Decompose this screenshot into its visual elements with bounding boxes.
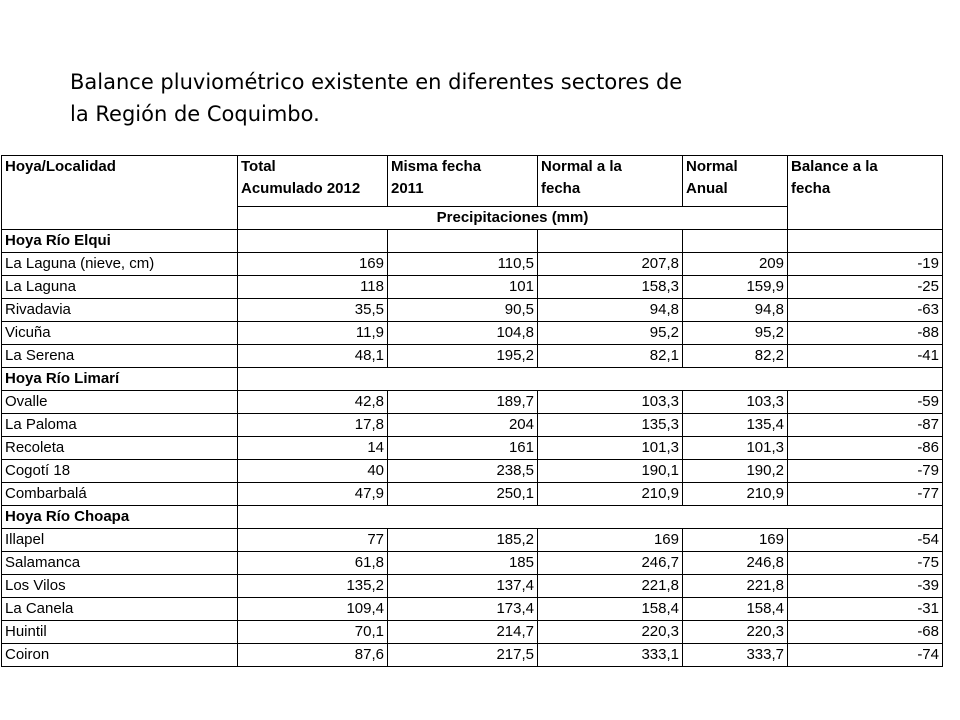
value-cell: 169 xyxy=(538,529,683,552)
value-cell: 61,8 xyxy=(238,552,388,575)
value-cell: 82,2 xyxy=(683,345,788,368)
value-cell: 190,2 xyxy=(683,460,788,483)
header-total-acumulado: Total Acumulado 2012 xyxy=(238,156,388,207)
title-line-2: la Región de Coquimbo. xyxy=(70,102,320,126)
table-row xyxy=(2,322,943,345)
value-cell: 103,3 xyxy=(683,391,788,414)
empty-cell xyxy=(538,230,683,253)
value-cell: 333,1 xyxy=(538,644,683,667)
value-cell: 169 xyxy=(683,529,788,552)
value-cell: -59 xyxy=(788,391,943,414)
group-row xyxy=(2,506,943,529)
value-cell: 169 xyxy=(238,253,388,276)
locality-cell: Huintil xyxy=(2,621,238,644)
value-cell: 158,4 xyxy=(683,598,788,621)
value-cell: -75 xyxy=(788,552,943,575)
header-misma-fecha: Misma fecha 2011 xyxy=(388,156,538,207)
locality-cell: La Laguna (nieve, cm) xyxy=(2,253,238,276)
value-cell: 14 xyxy=(238,437,388,460)
header-precipitaciones: Precipitaciones (mm) xyxy=(238,207,788,230)
value-cell: 110,5 xyxy=(388,253,538,276)
value-cell: 95,2 xyxy=(683,322,788,345)
value-cell: 214,7 xyxy=(388,621,538,644)
value-cell: -74 xyxy=(788,644,943,667)
value-cell: 220,3 xyxy=(538,621,683,644)
empty-cell xyxy=(238,230,388,253)
value-cell: -68 xyxy=(788,621,943,644)
value-cell: 17,8 xyxy=(238,414,388,437)
value-cell: 246,8 xyxy=(683,552,788,575)
locality-cell: La Laguna xyxy=(2,276,238,299)
table-row xyxy=(2,253,943,276)
locality-cell: Cogotí 18 xyxy=(2,460,238,483)
table-row xyxy=(2,529,943,552)
value-cell: 195,2 xyxy=(388,345,538,368)
value-cell: 135,4 xyxy=(683,414,788,437)
group-row xyxy=(2,368,943,391)
title-line-1: Balance pluviométrico existente en diferentes sectores de xyxy=(70,70,683,94)
value-cell: 173,4 xyxy=(388,598,538,621)
value-cell: 210,9 xyxy=(538,483,683,506)
value-cell: 207,8 xyxy=(538,253,683,276)
table-row xyxy=(2,460,943,483)
value-cell: 103,3 xyxy=(538,391,683,414)
value-cell: 246,7 xyxy=(538,552,683,575)
header-row xyxy=(2,156,943,207)
value-cell: 101,3 xyxy=(683,437,788,460)
table-row xyxy=(2,552,943,575)
empty-cell xyxy=(788,230,943,253)
value-cell: 185 xyxy=(388,552,538,575)
empty-cell xyxy=(683,230,788,253)
value-cell: 95,2 xyxy=(538,322,683,345)
value-cell: 217,5 xyxy=(388,644,538,667)
value-cell: 47,9 xyxy=(238,483,388,506)
group-row xyxy=(2,230,943,253)
value-cell: 82,1 xyxy=(538,345,683,368)
group-name: Hoya Río Elqui xyxy=(2,230,238,253)
empty-cell xyxy=(388,230,538,253)
locality-cell: La Paloma xyxy=(2,414,238,437)
value-cell: 135,3 xyxy=(538,414,683,437)
header-normal-a-la-fecha: Normal a la fecha xyxy=(538,156,683,207)
locality-cell: Los Vilos xyxy=(2,575,238,598)
value-cell: 48,1 xyxy=(238,345,388,368)
value-cell: -88 xyxy=(788,322,943,345)
value-cell: 101 xyxy=(388,276,538,299)
value-cell: -63 xyxy=(788,299,943,322)
value-cell: 189,7 xyxy=(388,391,538,414)
value-cell: 104,8 xyxy=(388,322,538,345)
table-row xyxy=(2,483,943,506)
value-cell: 221,8 xyxy=(683,575,788,598)
table-row xyxy=(2,414,943,437)
empty-cell xyxy=(238,368,943,391)
value-cell: 42,8 xyxy=(238,391,388,414)
table-row xyxy=(2,437,943,460)
table-row xyxy=(2,299,943,322)
value-cell: 190,1 xyxy=(538,460,683,483)
group-name: Hoya Río Choapa xyxy=(2,506,238,529)
table-row xyxy=(2,575,943,598)
value-cell: 161 xyxy=(388,437,538,460)
value-cell: -41 xyxy=(788,345,943,368)
table-row xyxy=(2,644,943,667)
page-title xyxy=(70,66,730,130)
value-cell: 135,2 xyxy=(238,575,388,598)
value-cell: 210,9 xyxy=(683,483,788,506)
header-normal-anual: Normal Anual xyxy=(683,156,788,207)
value-cell: -79 xyxy=(788,460,943,483)
value-cell: 158,3 xyxy=(538,276,683,299)
value-cell: 159,9 xyxy=(683,276,788,299)
rainfall-balance-table xyxy=(1,155,943,667)
value-cell: 238,5 xyxy=(388,460,538,483)
value-cell: 220,3 xyxy=(683,621,788,644)
locality-cell: La Serena xyxy=(2,345,238,368)
locality-cell: Ovalle xyxy=(2,391,238,414)
table-row xyxy=(2,621,943,644)
locality-cell: Illapel xyxy=(2,529,238,552)
locality-cell: La Canela xyxy=(2,598,238,621)
locality-cell: Recoleta xyxy=(2,437,238,460)
locality-cell: Vicuña xyxy=(2,322,238,345)
value-cell: 250,1 xyxy=(388,483,538,506)
header-hoya-localidad: Hoya/Localidad xyxy=(2,156,238,230)
value-cell: 11,9 xyxy=(238,322,388,345)
value-cell: 40 xyxy=(238,460,388,483)
value-cell: 185,2 xyxy=(388,529,538,552)
value-cell: 118 xyxy=(238,276,388,299)
value-cell: 137,4 xyxy=(388,575,538,598)
value-cell: -39 xyxy=(788,575,943,598)
value-cell: 87,6 xyxy=(238,644,388,667)
value-cell: 70,1 xyxy=(238,621,388,644)
locality-cell: Combarbalá xyxy=(2,483,238,506)
value-cell: 94,8 xyxy=(538,299,683,322)
value-cell: -77 xyxy=(788,483,943,506)
value-cell: -54 xyxy=(788,529,943,552)
value-cell: 109,4 xyxy=(238,598,388,621)
empty-cell xyxy=(238,506,943,529)
value-cell: 101,3 xyxy=(538,437,683,460)
value-cell: 94,8 xyxy=(683,299,788,322)
group-name: Hoya Río Limarí xyxy=(2,368,238,391)
value-cell: 209 xyxy=(683,253,788,276)
value-cell: -86 xyxy=(788,437,943,460)
value-cell: 90,5 xyxy=(388,299,538,322)
header-balance-a-la-fecha: Balance a la fecha xyxy=(788,156,943,230)
table-row xyxy=(2,276,943,299)
value-cell: 221,8 xyxy=(538,575,683,598)
value-cell: -19 xyxy=(788,253,943,276)
value-cell: 35,5 xyxy=(238,299,388,322)
table-row xyxy=(2,391,943,414)
value-cell: -25 xyxy=(788,276,943,299)
locality-cell: Salamanca xyxy=(2,552,238,575)
value-cell: 333,7 xyxy=(683,644,788,667)
table-body xyxy=(2,230,943,667)
table-row xyxy=(2,598,943,621)
value-cell: 204 xyxy=(388,414,538,437)
value-cell: -87 xyxy=(788,414,943,437)
table-row xyxy=(2,345,943,368)
value-cell: 77 xyxy=(238,529,388,552)
value-cell: -31 xyxy=(788,598,943,621)
locality-cell: Coiron xyxy=(2,644,238,667)
value-cell: 158,4 xyxy=(538,598,683,621)
locality-cell: Rivadavia xyxy=(2,299,238,322)
